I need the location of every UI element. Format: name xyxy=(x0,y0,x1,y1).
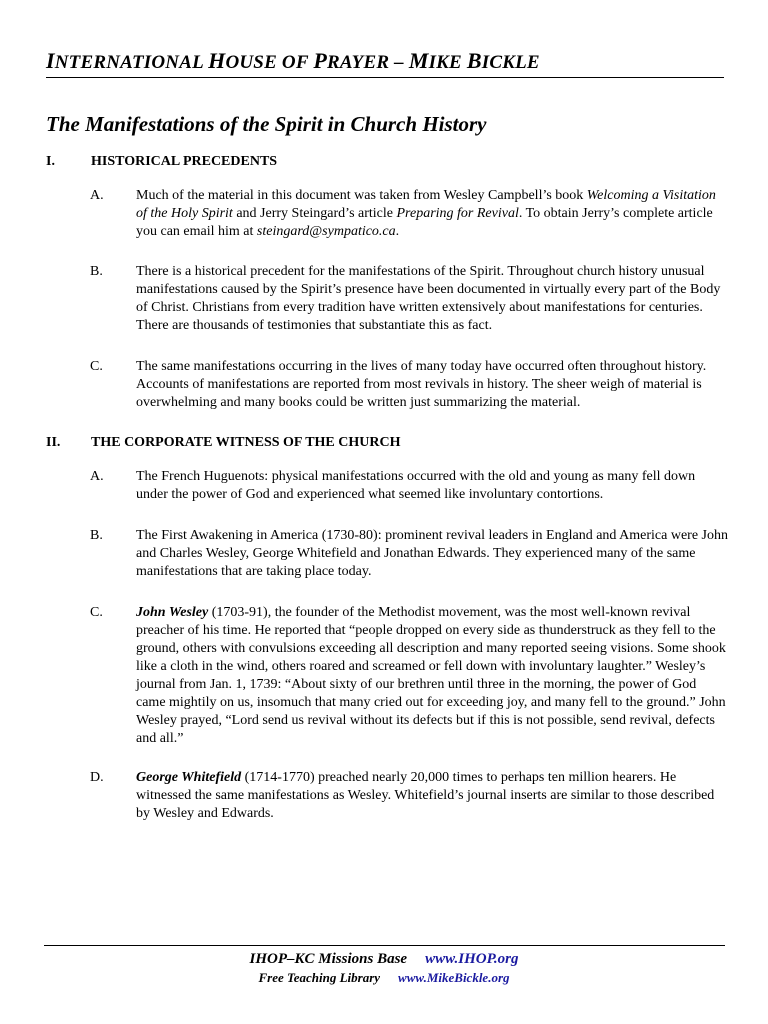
mikebickle-link[interactable]: www.MikeBickle.org xyxy=(398,970,510,985)
emphasis-text: John Wesley xyxy=(136,605,209,620)
section-number: II. xyxy=(46,435,61,450)
ihop-link[interactable]: www.IHOP.org xyxy=(425,951,519,967)
header-text: RAYER – xyxy=(326,52,409,73)
item-body xyxy=(136,769,728,823)
emphasis-text: Preparing for Revival xyxy=(396,206,519,221)
body-text: The same manifestations occurring in the lives of many today have occurred often throughout history. Accounts of manifestations are reported from most revivals in history. The sheer weigh of material is overwhelming and many books could be written just summarizing the material. xyxy=(136,359,707,410)
header-text: H xyxy=(208,48,226,73)
item-letter: C. xyxy=(90,605,103,620)
item-letter: B. xyxy=(90,264,103,279)
list-item xyxy=(90,769,728,823)
list-item xyxy=(90,604,728,748)
item-body xyxy=(136,527,728,581)
item-body xyxy=(136,604,728,748)
header-text: IKE xyxy=(428,52,467,73)
header-text: I xyxy=(46,48,55,73)
footer-base: IHOP–KC Missions Base xyxy=(249,951,408,967)
item-letter: A. xyxy=(90,469,104,484)
header-text: P xyxy=(313,48,327,73)
body-text: There is a historical precedent for the manifestations of the Spirit. Throughout church history unusual manifestations caused by the Spirit’s presence have been documented in virtually every part of the Body of Christ. Christians from every tradition have written extensively about manifestations for centuries. There are thousands of testimonies that substantiate this as fact. xyxy=(136,264,721,333)
list-item xyxy=(90,358,728,412)
section-number: I. xyxy=(46,154,55,169)
item-letter: C. xyxy=(90,359,103,374)
section-title: THE CORPORATE WITNESS OF THE CHURCH xyxy=(91,435,401,450)
header-text: NTERNATIONAL xyxy=(54,52,209,73)
body-text: (1703-91), the founder of the Methodist movement, was the most well-known revival preacher of his time. He reported that “people dropped on every side as thunderstruck as they fell to the ground, others with convulsions exceeding all description and many reported seeing visions. Some shook like a cloth in the wind, others roared and screamed or fell down with involuntary laughter.” Wesley’s journal from Jan. 1, 1739: “About sixty of our brethren until three in the morning, the power of God came mightily on us, insomuch that many cried out for exceeding joy, and many fell to the ground.” John Wesley prayed, “Lord send us revival without its defects but if this is not possible, send revival, defects and all.” xyxy=(136,605,726,746)
item-letter: D. xyxy=(90,770,104,785)
section-title: HISTORICAL PRECEDENTS xyxy=(91,154,278,169)
emphasis-text: steingard@sympatico.ca xyxy=(256,224,396,239)
body-text: and Jerry Steingard’s article xyxy=(232,206,397,221)
footer-divider xyxy=(44,945,725,946)
header-text: OUSE OF xyxy=(225,52,314,73)
list-item xyxy=(90,263,728,335)
item-body xyxy=(136,468,728,504)
list-item xyxy=(90,527,728,581)
item-body xyxy=(136,263,728,335)
body-text: Much of the material in this document was taken from Wesley Campbell’s book xyxy=(136,188,587,203)
body-text: . To obtain Jerry’s complete article you can email him at xyxy=(136,206,713,239)
item-body xyxy=(136,187,728,241)
header-text: M xyxy=(408,48,429,73)
item-body xyxy=(136,358,728,412)
page-title: The Manifestations of the Spirit in Church History xyxy=(46,112,487,136)
item-letter: B. xyxy=(90,528,103,543)
emphasis-text: George Whitefield xyxy=(136,770,242,785)
header-text: ICKLE xyxy=(481,52,540,73)
footer-line-2 xyxy=(0,969,768,987)
list-item xyxy=(90,187,728,241)
header-text: B xyxy=(466,48,482,73)
emphasis-text: Welcoming a Visitation of the Holy Spirit xyxy=(136,188,716,221)
body-text: The First Awakening in America (1730-80): prominent revival leaders in England and America were John and Charles Wesley, George Whitefield and Jonathan Edwards. They experienced many of the same manifestations that are taking place today. xyxy=(136,528,728,579)
footer-library: Free Teaching Library xyxy=(258,970,381,985)
item-letter: A. xyxy=(90,188,104,203)
body-text: (1714-1770) preached nearly 20,000 times to perhaps ten million hearers. He witnessed the same manifestations as Wesley. Whitefield’s journal inserts are similar to those described by Wesley and Edwards. xyxy=(136,770,715,821)
document-header xyxy=(46,50,724,78)
list-item xyxy=(90,468,728,504)
footer-line-1 xyxy=(0,950,768,968)
body-text: . xyxy=(395,224,400,239)
body-text: The French Huguenots: physical manifestations occurred with the old and young as many fell down under the power of God and experienced what seemed like involuntary contortions. xyxy=(136,469,696,502)
